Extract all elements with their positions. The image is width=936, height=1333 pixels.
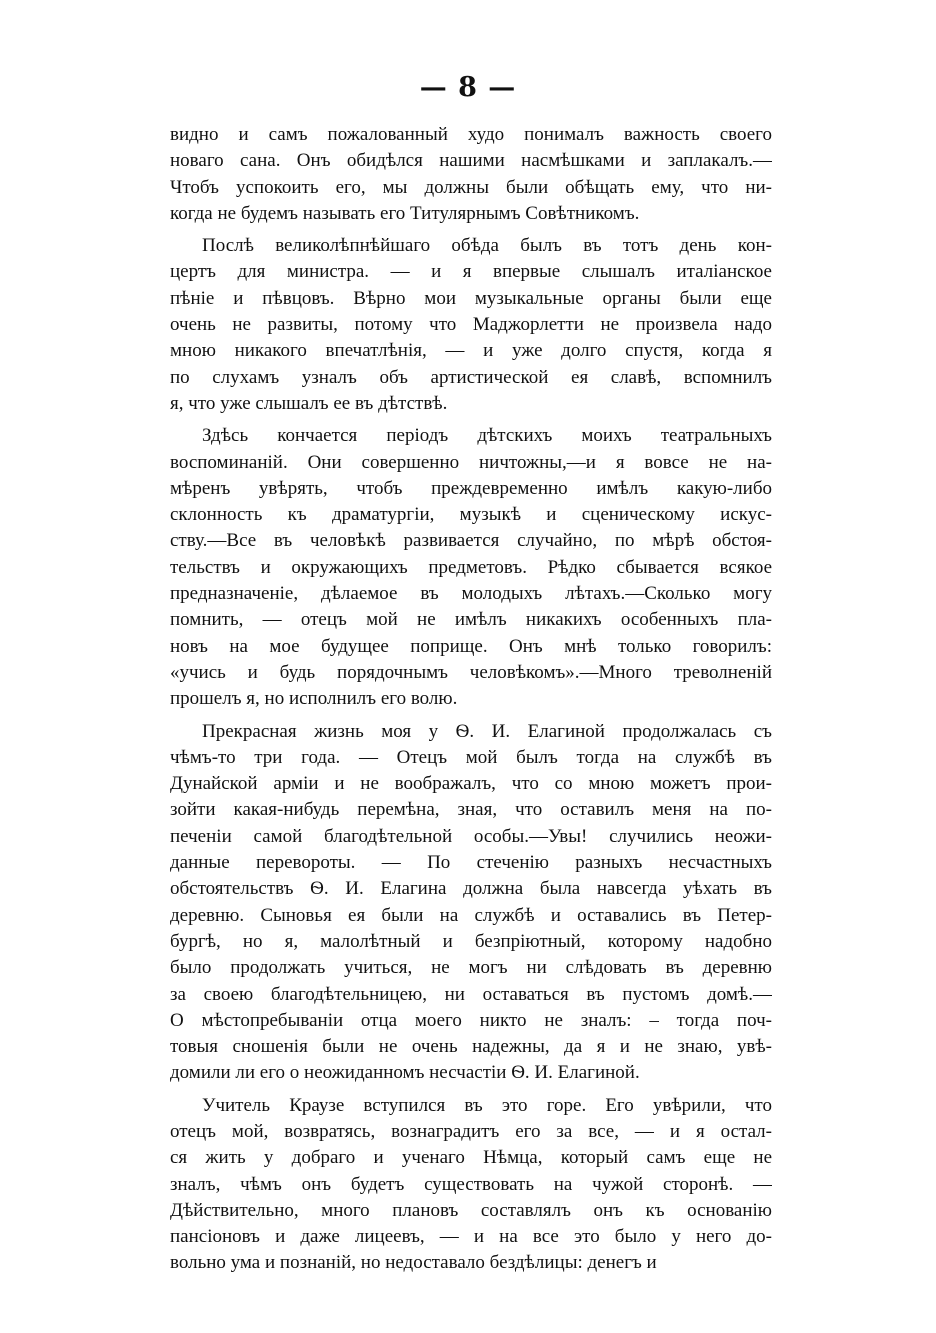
text-line: Дунайской арміи и не воображалъ, что со мною можетъ прои- xyxy=(170,773,772,795)
text-line: мною никакого впечатлѣнія, — и уже долго спустя, когда я xyxy=(170,340,772,362)
text-line: обстоятельствъ Ѳ. И. Елагина должна была навсегда уѣхать въ xyxy=(170,878,772,900)
text-line: товыя сношенія были не очень надежны, да я и не знаю, увѣ- xyxy=(170,1036,772,1058)
text-line: зналъ, чѣмъ онъ будетъ существовать на чужой сторонѣ. — xyxy=(170,1173,772,1195)
text-line: я, что уже слышалъ ее въ дѣтствѣ. xyxy=(170,392,448,414)
text-line: бургѣ, но я, малолѣтный и безпріютный, которому надобно xyxy=(170,930,772,952)
text-line: Здѣсь кончается періодъ дѣтскихъ моихъ театральныхъ xyxy=(202,425,772,447)
text-line: предназначеніе, дѣлаемое въ молодыхъ лѣтахъ.—Сколько могу xyxy=(170,583,772,605)
text-line: О мѣстопребываніи отца моего никто не зналъ: – тогда поч- xyxy=(170,1009,772,1031)
text-line: помнить, — отецъ мой не имѣлъ никакихъ особенныхъ пла- xyxy=(170,609,772,631)
text-line: Дѣйствительно, много плановъ составлялъ онъ къ основанію xyxy=(170,1199,772,1221)
text-line: Учитель Краузе вступился въ это горе. Его увѣрили, что xyxy=(202,1094,772,1116)
text-line: пѣніе и пѣвцовъ. Вѣрно мои музыкальные органы были еще xyxy=(170,287,772,309)
text-line: мѣренъ увѣрять, чтобъ преждевременно имѣлъ какую-либо xyxy=(170,477,772,499)
text-line: Чтобъ успокоить его, мы должны были обѣщать ему, что ни- xyxy=(170,176,772,198)
text-line: Прекрасная жизнь моя у Ѳ. И. Елагиной продолжалась съ xyxy=(202,720,772,742)
text-line: новаго сана. Онъ обидѣлся нашими насмѣшками и заплакалъ.— xyxy=(170,150,772,172)
text-line: пансіоновъ и даже лицеевъ, — и на все это было у него до- xyxy=(170,1226,772,1248)
text-line: отецъ мой, возвратясь, вознаградитъ его за все, — и я остал- xyxy=(170,1120,772,1142)
text-line: за своею благодѣтельницею, ни оставаться въ пустомъ домѣ.— xyxy=(170,983,772,1005)
text-line: домили ли его о неожиданномъ несчастіи Ѳ. И. Елагиной. xyxy=(170,1062,640,1084)
text-line: склонность къ драматургіи, музыкѣ и сценическому искус- xyxy=(170,504,772,526)
text-line: тельствъ и окружающихъ предметовъ. Рѣдко сбывается всякое xyxy=(170,556,772,578)
text-line: вольно ума и познаній, но недоставало бездѣлицы: денегъ и xyxy=(170,1252,657,1274)
text-line: цертъ для министра. — и я впервые слышалъ италіанское xyxy=(170,261,772,283)
text-line: ся жить у добраго и ученаго Нѣмца, который самъ еще не xyxy=(170,1147,772,1169)
text-line: чѣмъ-то три года. — Отецъ мой былъ тогда на службѣ въ xyxy=(170,746,772,768)
text-line: прошелъ я, но исполнилъ его волю. xyxy=(170,688,458,710)
body-text xyxy=(170,122,772,1277)
text-line: данные перевороты. — По стеченію разныхъ несчастныхъ xyxy=(170,852,772,874)
text-line: видно и самъ пожалованный худо понималъ важность своего xyxy=(170,124,772,145)
text-line: «учись и будь порядочнымъ человѣкомъ».—Много треволненій xyxy=(170,661,772,683)
text-line: зойти какая-нибудь перемѣна, зная, что оставилъ меня на по- xyxy=(170,799,772,821)
text-line: когда не будемъ называть его Титулярнымъ Совѣтникомъ. xyxy=(170,202,640,224)
text-line: печеніи самой благодѣтельной особы.—Увы! случились неожи- xyxy=(170,825,772,847)
text-line: деревню. Сыновья ея были на службѣ и оставались въ Петер- xyxy=(170,904,772,926)
text-line: было продолжать учиться, не могъ ни слѣдовать въ деревню xyxy=(170,957,772,979)
text-line: ству.—Все въ человѣкѣ развивается случайно, по мѣрѣ обстоя- xyxy=(170,530,772,552)
text-line: Послѣ великолѣпнѣйшаго обѣда былъ въ тотъ день кон- xyxy=(202,235,772,257)
text-line: воспоминаній. Они совершенно ничтожны,—и я вовсе не на- xyxy=(170,451,772,473)
text-line: по слухамъ узналъ объ артистической ея славѣ, вспомнилъ xyxy=(170,366,772,388)
text-line: новъ на мое будущее поприще. Онъ мнѣ только говорилъ: xyxy=(170,635,772,657)
page-number: — 8 — xyxy=(419,72,517,103)
text-line: очень не развиты, потому что Маджорлетти не произвела надо xyxy=(170,314,772,336)
